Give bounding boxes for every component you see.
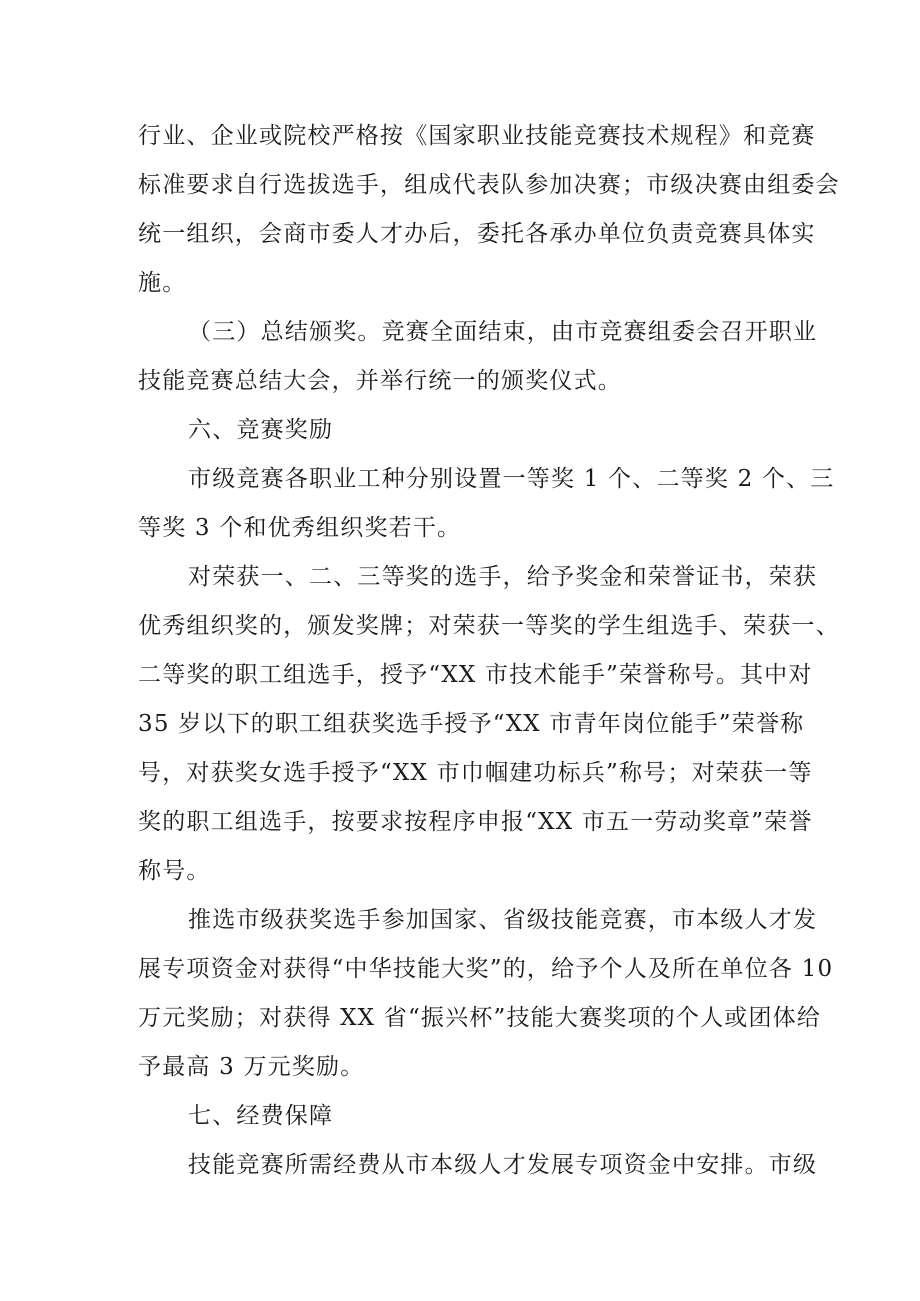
text-line: 二等奖的职工组选手，授予“XX 市技术能手”荣誉称号。其中对 [138, 662, 813, 688]
text-line: 标准要求自行选拔选手，组成代表队参加决赛；市级决赛由组委会 [138, 172, 840, 198]
text-line: 奖的职工组选手，按要求按程序申报“XX 市五一劳动奖章”荣誉 [138, 809, 813, 835]
text-line: 予最高 3 万元奖励。 [138, 1054, 365, 1080]
document-body [138, 112, 840, 1190]
text-line: 优秀组织奖的，颁发奖牌；对荣获一等奖的学生组选手、荣获一、 [138, 613, 840, 639]
text-line: 市级竞赛各职业工种分别设置一等奖 1 个、二等奖 2 个、三 [188, 466, 835, 492]
text-line: 等奖 3 个和优秀组织奖若干。 [138, 515, 462, 541]
text-line: 技能竞赛所需经费从市本级人才发展专项资金中安排。市级 [188, 1152, 818, 1178]
text-line: 35 岁以下的职工组获奖选手授予“XX 市青年岗位能手”荣誉称 [138, 711, 805, 737]
text-line: 展专项资金对获得“中华技能大奖”的，给予个人及所在单位各 10 [138, 956, 834, 982]
text-line: 六、竞赛奖励 [188, 417, 334, 443]
text-line: 称号。 [138, 858, 211, 884]
text-line: 对荣获一、二、三等奖的选手，给予奖金和荣誉证书，荣获 [188, 564, 818, 590]
text-line: 七、经费保障 [188, 1103, 334, 1129]
text-line: （三）总结颁奖。竞赛全面结束，由市竞赛组委会召开职业 [188, 319, 818, 345]
text-line: 万元奖励；对获得 XX 省“振兴杯”技能大赛奖项的个人或团体给 [138, 1005, 822, 1031]
text-line: 施。 [138, 270, 187, 296]
text-line: 推选市级获奖选手参加国家、省级技能竞赛，市本级人才发 [188, 907, 818, 933]
text-line: 技能竞赛总结大会，并举行统一的颁奖仪式。 [138, 368, 622, 394]
text-line: 统一组织，会商市委人才办后，委托各承办单位负责竞赛具体实 [138, 221, 816, 247]
text-line: 行业、企业或院校严格按《国家职业技能竞赛技术规程》和竞赛 [138, 123, 816, 149]
text-line: 号，对获奖女选手授予“XX 市巾帼建功标兵”称号；对荣获一等 [138, 760, 813, 786]
